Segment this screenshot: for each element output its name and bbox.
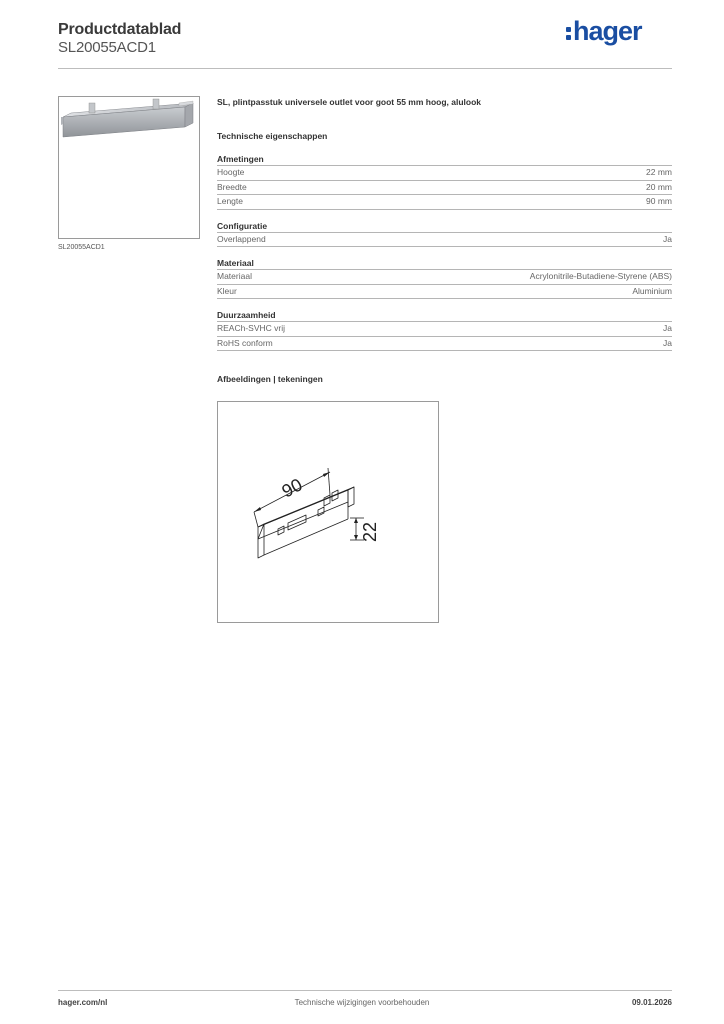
logo-dots-icon	[566, 27, 571, 40]
footer-divider	[58, 990, 672, 991]
product-image-caption: SL20055ACD1	[58, 244, 105, 251]
dimension-drawing-icon	[218, 402, 438, 622]
tech-heading: Technische eigenschappen	[217, 131, 328, 141]
spec-row	[217, 165, 672, 180]
product-photo-icon	[59, 97, 199, 238]
spec-value: Ja	[663, 323, 672, 333]
section-materiaal	[217, 257, 672, 299]
spec-label: Hoogte	[217, 167, 245, 177]
logo-text: hager	[573, 15, 642, 46]
section-heading: Duurzaamheid	[217, 310, 276, 320]
spec-value: Aluminium	[632, 285, 672, 296]
page-title: Productdatablad	[58, 21, 182, 38]
spec-row	[217, 180, 672, 195]
spec-row	[217, 321, 672, 336]
footer-website-link[interactable]: hager.com/nl	[58, 998, 108, 1007]
spec-label: Kleur	[217, 285, 237, 296]
spec-row	[217, 284, 672, 300]
spec-value: 22 mm	[646, 167, 672, 177]
technical-drawing	[217, 401, 439, 623]
height-dimension-label: 22	[360, 521, 380, 542]
product-title: SL, plintpasstuk universele outlet voor goot 55 mm hoog, alulook	[217, 97, 482, 107]
spec-label: Lengte	[217, 196, 243, 206]
spec-content	[217, 95, 672, 385]
spec-value: Acrylonitrile-Butadiene-Styrene (ABS)	[529, 271, 672, 281]
product-code: SL20055ACD1	[58, 39, 156, 56]
spec-value: 90 mm	[646, 196, 672, 206]
spec-row	[217, 336, 672, 352]
length-dimension-label: 90	[278, 474, 306, 502]
spec-label: Materiaal	[217, 271, 252, 281]
images-heading: Afbeeldingen | tekeningen	[217, 374, 323, 384]
footer-note: Technische wijzigingen voorbehouden	[294, 998, 430, 1007]
spec-label: Overlappend	[217, 233, 266, 244]
spec-value: Ja	[663, 337, 672, 348]
spec-label: Breedte	[217, 181, 247, 192]
spec-value: Ja	[663, 233, 672, 244]
product-image	[58, 96, 200, 239]
header-divider	[58, 68, 672, 69]
footer-date: 09.01.2026	[631, 998, 672, 1007]
spec-row	[217, 194, 672, 210]
spec-value: 20 mm	[646, 181, 672, 192]
spec-row	[217, 269, 672, 284]
section-afmetingen	[217, 153, 672, 210]
section-heading: Materiaal	[217, 258, 254, 268]
spec-label: RoHS conform	[217, 337, 273, 348]
section-heading: Afmetingen	[217, 154, 264, 164]
section-duurzaamheid	[217, 309, 672, 351]
section-heading: Configuratie	[217, 220, 268, 231]
section-configuratie	[217, 220, 672, 248]
hager-logo[interactable]	[566, 16, 642, 46]
spec-row	[217, 232, 672, 248]
spec-label: REACh-SVHC vrij	[217, 323, 286, 333]
